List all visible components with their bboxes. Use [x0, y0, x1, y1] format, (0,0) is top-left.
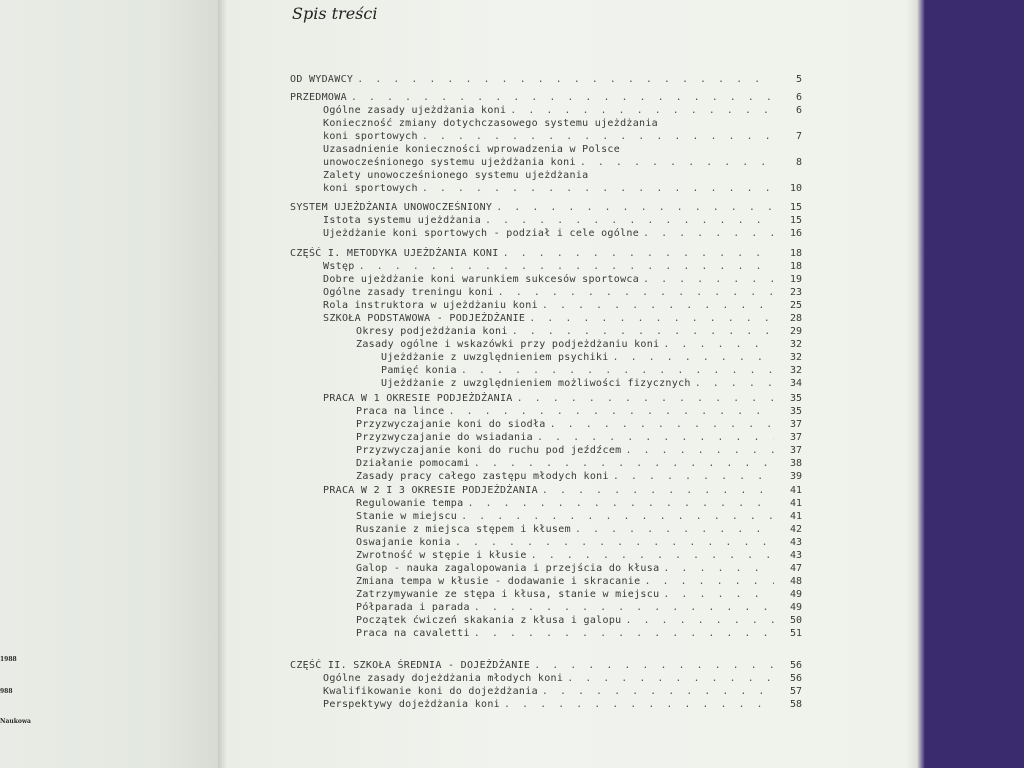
toc-entry — [356, 588, 802, 601]
toc-entry — [356, 562, 802, 575]
toc-entry — [323, 698, 802, 711]
toc-page-number: 7 — [778, 130, 802, 143]
left-page-note: Naukowa — [0, 718, 31, 725]
page-title: Spis treści — [292, 4, 378, 23]
toc-leader-dots — [422, 182, 774, 195]
toc-page-number: 32 — [778, 351, 802, 364]
toc-entry-title: Zasady ogólne i wskazówki przy podjeżdżaniu koni — [356, 339, 660, 350]
toc-page-number: 28 — [778, 312, 802, 325]
toc-page-number: 49 — [778, 601, 802, 614]
toc-leader-dots — [357, 73, 774, 86]
toc-leader-dots — [625, 444, 774, 457]
toc-entry — [323, 286, 802, 299]
toc-page-number: 51 — [778, 627, 802, 640]
toc-leader-dots — [461, 364, 774, 377]
toc-leader-dots — [531, 549, 774, 562]
toc-entry-title: Wstęp — [323, 261, 355, 272]
toc-entry-title: Oswajanie konia — [356, 537, 451, 548]
toc-entry — [356, 418, 802, 431]
left-page-note: 988 — [0, 688, 13, 695]
toc-entry — [323, 117, 802, 130]
toc-entry — [290, 659, 802, 672]
toc-entry — [323, 143, 802, 156]
toc-entry — [323, 214, 802, 227]
toc-entry — [323, 392, 802, 405]
toc-leader-dots — [498, 286, 774, 299]
toc-entry-title: Rola instruktora w ujeżdżaniu koni — [323, 300, 538, 311]
toc-page-number: 19 — [778, 273, 802, 286]
toc-entry-title: Przyzwyczajanie do wsiadania — [356, 432, 533, 443]
toc-leader-dots — [613, 470, 774, 483]
toc-leader-dots — [624, 143, 774, 156]
toc-page-number: 15 — [778, 201, 802, 214]
toc-leader-dots — [662, 117, 774, 130]
toc-leader-dots — [485, 214, 774, 227]
toc-entry — [356, 523, 802, 536]
toc-entry-title: Praca na cavaletti — [356, 628, 470, 639]
toc-leader-dots — [517, 392, 774, 405]
toc-entry-title: Przyzwyczajanie koni do ruchu pod jeźdźcem — [356, 445, 622, 456]
toc-entry — [356, 444, 802, 457]
toc-entry-title: unowocześnionego systemu ujeżdżania koni — [323, 157, 576, 168]
toc-page-number: 56 — [778, 659, 802, 672]
toc-leader-dots — [351, 91, 774, 104]
toc-entry-title: Półparada i parada — [356, 602, 470, 613]
toc-entry-title: PRACA W 1 OKRESIE PODJEŻDŻANIA — [323, 393, 513, 404]
toc-entry — [323, 672, 802, 685]
toc-entry-title: Ogólne zasady dojeżdżania młodych koni — [323, 673, 564, 684]
toc-leader-dots — [529, 312, 774, 325]
toc-entry — [356, 549, 802, 562]
toc-entry — [323, 227, 802, 240]
toc-entry — [381, 377, 802, 390]
toc-page-number: 41 — [778, 510, 802, 523]
toc-leader-dots — [474, 457, 774, 470]
toc-entry-title: Praca na lince — [356, 406, 445, 417]
toc-page-number: 32 — [778, 364, 802, 377]
toc-page-number: 6 — [778, 104, 802, 117]
toc-entry — [290, 91, 802, 104]
toc-entry-title: Ujeżdżanie z uwzględnieniem możliwości fizycznych — [381, 378, 691, 389]
toc-leader-dots — [550, 418, 774, 431]
toc-entry-title: CZĘŚĆ II. SZKOŁA ŚREDNIA - DOJEŻDŻANIE — [290, 660, 531, 671]
toc-page-number: 18 — [778, 260, 802, 273]
toc-page-number: 18 — [778, 247, 802, 260]
toc-entry — [356, 536, 802, 549]
toc-leader-dots — [613, 351, 774, 364]
toc-page-number: 58 — [778, 698, 802, 711]
toc-leader-dots — [474, 601, 774, 614]
toc-entry — [356, 325, 802, 338]
toc-page-number: 49 — [778, 588, 802, 601]
toc-page-number: 41 — [778, 484, 802, 497]
toc-entry — [290, 247, 802, 260]
toc-page-number: 39 — [778, 470, 802, 483]
toc-entry-title: Konieczność zmiany dotychczasowego systemu ujeżdżania — [323, 118, 658, 129]
toc-entry — [323, 299, 802, 312]
toc-entry-title: Ogólne zasady treningu koni — [323, 287, 494, 298]
toc-entry-title: Ogólne zasady ujeżdżania koni — [323, 105, 507, 116]
toc-leader-dots — [643, 273, 774, 286]
toc-entry-title: Działanie pomocami — [356, 458, 470, 469]
toc-page-number: 41 — [778, 497, 802, 510]
toc-leader-dots — [663, 562, 774, 575]
toc-page-number: 42 — [778, 523, 802, 536]
toc-page-number: 37 — [778, 418, 802, 431]
toc-leader-dots — [534, 659, 774, 672]
toc-entry-title: Stanie w miejscu — [356, 511, 458, 522]
toc-entry — [356, 601, 802, 614]
toc-leader-dots — [695, 377, 774, 390]
toc-leader-dots — [567, 672, 774, 685]
toc-entry — [323, 104, 802, 117]
toc-page-number: 16 — [778, 227, 802, 240]
toc-page-number: 15 — [778, 214, 802, 227]
toc-entry — [356, 614, 802, 627]
toc-entry-title: Perspektywy dojeżdżania koni — [323, 699, 500, 710]
toc-page-number: 10 — [778, 182, 802, 195]
toc-page-number: 29 — [778, 325, 802, 338]
toc-leader-dots — [455, 536, 774, 549]
toc-entry-title: CZĘŚĆ I. METODYKA UJEŻDŻANIA KONI — [290, 248, 499, 259]
toc-page-number: 25 — [778, 299, 802, 312]
toc-leader-dots — [542, 685, 774, 698]
toc-entry — [323, 484, 802, 497]
toc-entry-title: Uzasadnienie konieczności wprowadzenia w Polsce — [323, 144, 621, 155]
toc-leader-dots — [644, 575, 774, 588]
toc-leader-dots — [542, 299, 774, 312]
toc-page-number: 43 — [778, 536, 802, 549]
toc-entry-title: SYSTEM UJEŻDŻANIA UNOWOCZEŚNIONY — [290, 202, 493, 213]
toc-leader-dots — [449, 405, 775, 418]
toc-entry — [323, 169, 802, 182]
toc-entry-title: Okresy podjeżdżania koni — [356, 326, 508, 337]
toc-entry-title: Istota systemu ujeżdżania — [323, 215, 482, 226]
toc-entry — [356, 457, 802, 470]
toc-entry — [323, 685, 802, 698]
toc-entry-title: koni sportowych — [323, 183, 418, 194]
toc-leader-dots — [537, 431, 774, 444]
toc-entry — [356, 405, 802, 418]
toc-page-number: 56 — [778, 672, 802, 685]
toc-leader-dots — [510, 104, 774, 117]
toc-entry-title: Ujeżdżanie koni sportowych - podział i cele ogólne — [323, 228, 640, 239]
toc-page-number: 43 — [778, 549, 802, 562]
toc-leader-dots — [422, 130, 774, 143]
toc-entry-title: SZKOŁA PODSTAWOWA - PODJEŻDŻANIE — [323, 313, 526, 324]
toc-entry — [323, 130, 802, 143]
toc-page-number: 37 — [778, 444, 802, 457]
toc-page-number: 32 — [778, 338, 802, 351]
toc-entry — [323, 312, 802, 325]
toc-entry-title: PRZEDMOWA — [290, 92, 347, 103]
toc-page-number: 57 — [778, 685, 802, 698]
toc-entry-title: Kwalifikowanie koni do dojeżdżania — [323, 686, 538, 697]
toc-leader-dots — [643, 227, 774, 240]
toc-leader-dots — [474, 627, 774, 640]
toc-page-number: 38 — [778, 457, 802, 470]
toc-entry — [356, 470, 802, 483]
toc-page-number: 37 — [778, 431, 802, 444]
toc-entry — [356, 510, 802, 523]
toc-leader-dots — [663, 588, 774, 601]
toc-entry — [323, 260, 802, 273]
toc-entry-title: Ujeżdżanie z uwzględnieniem psychiki — [381, 352, 609, 363]
toc-leader-dots — [542, 484, 774, 497]
toc-entry-title: Przyzwyczajanie koni do siodła — [356, 419, 546, 430]
toc-entry-title: koni sportowych — [323, 131, 418, 142]
toc-page-number: 5 — [778, 73, 802, 86]
toc-entry-title: Zalety unowocześnionego systemu ujeżdżania — [323, 170, 589, 181]
toc-entry-title: Początek ćwiczeń skakania z kłusa i galopu — [356, 615, 622, 626]
toc-entry-title: Zasady pracy całego zastępu młodych koni — [356, 471, 609, 482]
toc-leader-dots — [575, 523, 774, 536]
toc-leader-dots — [496, 201, 774, 214]
toc-leader-dots — [580, 156, 774, 169]
toc-entry — [356, 431, 802, 444]
toc-leader-dots — [504, 698, 774, 711]
toc-page-number: 35 — [778, 392, 802, 405]
left-page-note: 1988 — [0, 656, 17, 663]
toc-entry — [356, 497, 802, 510]
toc-leader-dots — [359, 260, 774, 273]
toc-entry-title: PRACA W 2 I 3 OKRESIE PODJEŻDŻANIA — [323, 485, 538, 496]
toc-entry — [323, 182, 802, 195]
toc-entry-title: Dobre ujeżdżanie koni warunkiem sukcesów sportowca — [323, 274, 640, 285]
toc-entry-title: Zmiana tempa w kłusie - dodawanie i skracanie — [356, 576, 641, 587]
toc-entry — [290, 201, 802, 214]
toc-entry — [381, 364, 802, 377]
toc-entry — [323, 156, 802, 169]
toc-page-number: 48 — [778, 575, 802, 588]
toc-entry-title: Zwrotność w stępie i kłusie — [356, 550, 527, 561]
toc-entry-title: Galop - nauka zagalopowania i przejścia do kłusa — [356, 563, 660, 574]
toc-leader-dots — [467, 497, 774, 510]
toc-entry — [323, 273, 802, 286]
toc-leader-dots — [625, 614, 774, 627]
toc-page-number: 23 — [778, 286, 802, 299]
toc-leader-dots — [663, 338, 774, 351]
toc-entry — [356, 338, 802, 351]
toc-page-number: 50 — [778, 614, 802, 627]
toc-entry — [356, 575, 802, 588]
toc-leader-dots — [503, 247, 774, 260]
toc-entry-title: Regulowanie tempa — [356, 498, 464, 509]
toc-leader-dots — [512, 325, 774, 338]
toc-page-number: 47 — [778, 562, 802, 575]
toc-entry-title: Pamięć konia — [381, 365, 457, 376]
toc-leader-dots — [461, 510, 774, 523]
toc-entry-title: Ruszanie z miejsca stępem i kłusem — [356, 524, 571, 535]
toc-leader-dots — [592, 169, 774, 182]
toc-page-number: 8 — [778, 156, 802, 169]
toc-entry-title: OD WYDAWCY — [290, 74, 354, 85]
toc-entry — [290, 73, 802, 86]
toc-page-number: 35 — [778, 405, 802, 418]
toc-entry — [356, 627, 802, 640]
toc-entry-title: Zatrzymywanie ze stępa i kłusa, stanie w miejscu — [356, 589, 660, 600]
toc-page-number: 34 — [778, 377, 802, 390]
toc-page-number: 6 — [778, 91, 802, 104]
toc-entry — [381, 351, 802, 364]
